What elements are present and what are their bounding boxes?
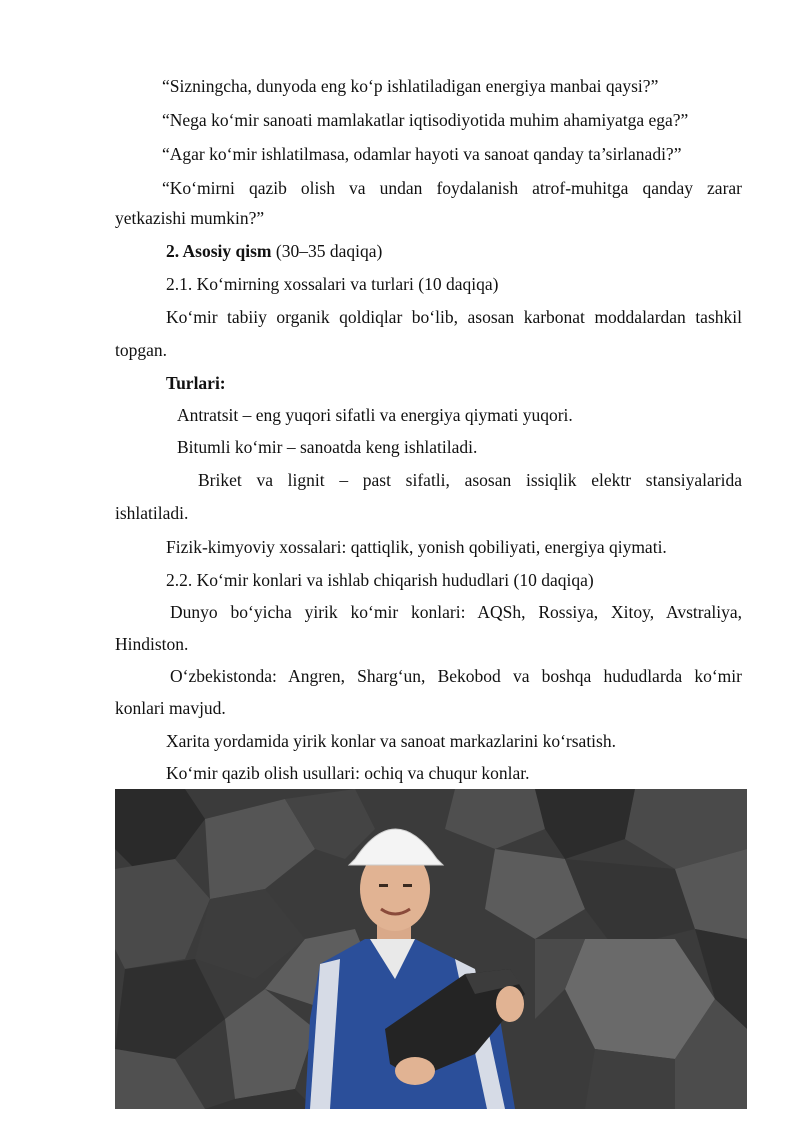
physico-chemical-properties: Fizik-kimyoviy xossalari: qattiqlik, yonish qobiliyati, energiya qiymati.	[166, 537, 667, 557]
question-1: “Sizningcha, dunyoda eng ko‘p ishlatiladigan energiya manbai qaysi?”	[162, 76, 659, 96]
subsection-2-1-title: 2.1. Ko‘mirning xossalari va turlari (10 daqiqa)	[166, 274, 499, 294]
question-2: “Nega ko‘mir sanoati mamlakatlar iqtisodiyotida muhim ahamiyatga ega?”	[162, 110, 689, 130]
paragraph-world-deposits-line-2: Hindiston.	[115, 634, 189, 654]
paragraph-coal-definition-line-1: Ko‘mir tabiiy organik qoldiqlar bo‘lib, asosan karbonat moddalardan tashkil	[166, 307, 742, 327]
subsection-2-2-title: 2.2. Ko‘mir konlari va ishlab chiqarish hududlari (10 daqiqa)	[166, 570, 594, 590]
section-heading-duration: (30–35 daqiqa)	[271, 241, 383, 261]
type-briquette-lignite-line-1: Briket va lignit – past sifatli, asosan issiqlik elektr stansiyalarida	[198, 470, 742, 490]
type-briquette-lignite-line-2: ishlatiladi.	[115, 503, 189, 523]
coal-miner-photo	[115, 789, 747, 1109]
question-3: “Agar ko‘mir ishlatilmasa, odamlar hayoti va sanoat qanday ta’sirlanadi?”	[162, 144, 682, 164]
question-4-line-1: “Ko‘mirni qazib olish va undan foydalanish atrof-muhitga qanday zarar	[162, 178, 742, 198]
type-anthracite: Antratsit – eng yuqori sifatli va energiya qiymati yuqori.	[177, 405, 573, 425]
types-heading: Turlari:	[166, 373, 226, 393]
section-heading-bold: 2. Asosiy qism	[166, 241, 272, 261]
paragraph-mining-methods: Ko‘mir qazib olish usullari: ochiq va chuqur konlar.	[166, 763, 530, 783]
section-heading	[166, 240, 382, 262]
paragraph-map-task: Xarita yordamida yirik konlar va sanoat markazlarini ko‘rsatish.	[166, 731, 616, 751]
paragraph-uzbekistan-deposits-line-2: konlari mavjud.	[115, 698, 226, 718]
type-bituminous: Bitumli ko‘mir – sanoatda keng ishlatiladi.	[177, 437, 478, 457]
paragraph-coal-definition-line-2: topgan.	[115, 340, 168, 360]
paragraph-uzbekistan-deposits-line-1: O‘zbekistonda: Angren, Sharg‘un, Bekobod va boshqa hududlarda ko‘mir	[170, 666, 742, 686]
paragraph-world-deposits-line-1: Dunyo bo‘yicha yirik ko‘mir konlari: AQSh, Rossiya, Xitoy, Avstraliya,	[170, 602, 742, 622]
question-4-line-2: yetkazishi mumkin?”	[115, 208, 265, 228]
